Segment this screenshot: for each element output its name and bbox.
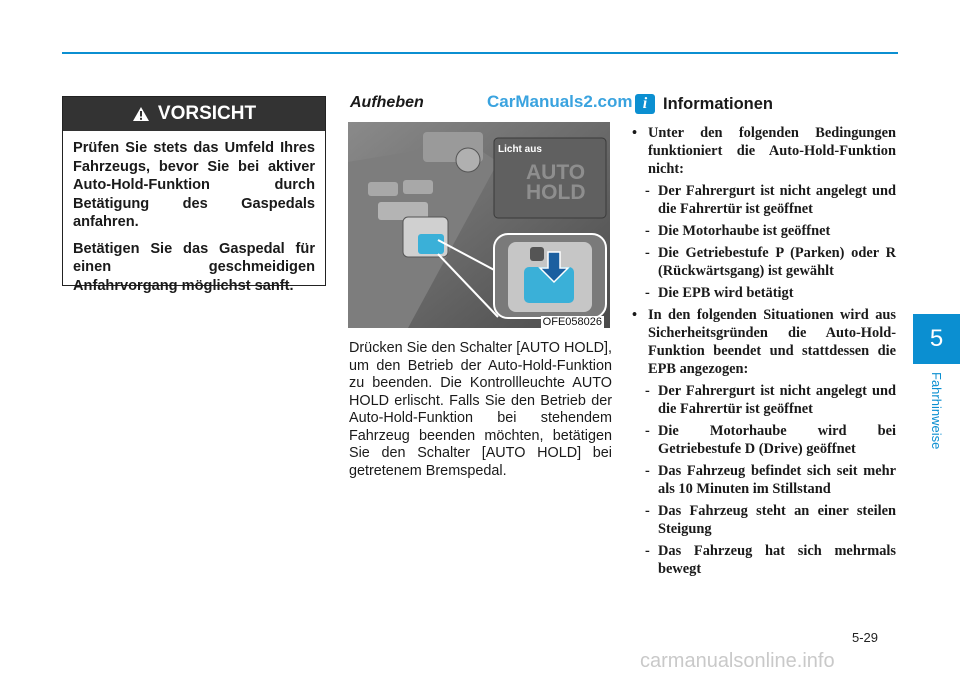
sub-text: Das Fahrzeug steht an einer steilen Steigung xyxy=(658,503,896,537)
chapter-label: Fahrhinweise xyxy=(929,372,944,450)
info-sub-item xyxy=(645,182,896,218)
warning-triangle-icon xyxy=(132,106,150,122)
sub-mark: - xyxy=(645,463,650,479)
watermark-bottom: carmanualsonline.info xyxy=(640,650,835,672)
sub-text: Das Fahrzeug befindet sich seit mehr als 10 Minuten im Stillstand xyxy=(658,463,896,497)
callout-light-label: Licht aus xyxy=(498,144,542,155)
info-list xyxy=(632,124,896,582)
sub-text: Die Getriebestufe P (Parken) oder R (Rückwärtsgang) ist gewählt xyxy=(658,245,896,279)
info-sub-item xyxy=(645,502,896,538)
image-code: OFE058026 xyxy=(542,316,602,328)
body-text: Drücken Sie den Schalter [AUTO HOLD], um den Betrieb der Auto-Hold-Funktion zu beenden. Die Kontrollleuchte AUTO HOLD erlischt. Falls Sie den Betrieb der Auto-Hold-Funktion bei stehendem Fahrzeug beenden möchten, betätigen Sie den Schalter [AUTO HOLD] bei getretenem Bremspedal. xyxy=(349,340,612,479)
sub-text: Die Motorhaube wird bei Getriebestufe D (Drive) geöffnet xyxy=(658,423,896,457)
callout-auto-text: AUTO xyxy=(526,161,586,184)
sub-mark: - xyxy=(645,223,650,239)
caution-header xyxy=(63,97,325,131)
bullet-text: In den folgenden Situationen wird aus Sicherheitsgründen die Auto-Hold-Funktion beendet und stattdessen die EPB angezogen: xyxy=(648,307,896,377)
info-sub-item xyxy=(645,462,896,498)
info-sub-item xyxy=(645,382,896,418)
caution-paragraph: Betätigen Sie das Gaspedal für einen geschmeidigen Anfahrvorgang möglichst sanft. xyxy=(73,240,315,294)
info-bullet xyxy=(632,124,896,178)
info-sub-item xyxy=(645,222,896,240)
auto-hold-switch-photo xyxy=(348,122,610,328)
page-number: 5-29 xyxy=(852,630,879,645)
sub-mark: - xyxy=(645,245,650,261)
caution-body xyxy=(63,131,325,295)
sub-text: Die EPB wird betätigt xyxy=(658,285,794,301)
info-title: Informationen xyxy=(663,94,773,113)
info-sub-item xyxy=(645,284,896,302)
console-illustration xyxy=(348,122,610,328)
sub-mark: - xyxy=(645,183,650,199)
caution-box xyxy=(62,96,326,294)
sub-mark: - xyxy=(645,285,650,301)
sub-text: Die Motorhaube ist geöffnet xyxy=(658,223,831,239)
sub-text: Der Fahrergurt ist nicht angelegt und die Fahrertür ist geöffnet xyxy=(658,383,896,417)
callout-hold-text: HOLD xyxy=(526,181,586,204)
info-sub-item xyxy=(645,542,896,578)
bullet-text: Unter den folgenden Bedingungen funktioniert die Auto-Hold-Funktion nicht: xyxy=(648,125,896,177)
sub-mark: - xyxy=(645,423,650,439)
info-icon: i xyxy=(635,94,655,114)
info-bullet xyxy=(632,306,896,378)
bullet-mark: • xyxy=(632,307,638,323)
sub-mark: - xyxy=(645,503,650,519)
watermark-top: CarManuals2.com xyxy=(487,92,633,111)
chapter-tab[interactable]: 5 xyxy=(913,314,960,364)
sub-text: Das Fahrzeug hat sich mehrmals bewegt xyxy=(658,543,896,577)
top-rule xyxy=(62,52,898,54)
caution-paragraph: Prüfen Sie stets das Umfeld Ihres Fahrzeugs, bevor Sie bei aktiver Auto-Hold-Funktion durch Betätigung des Gaspedals anfahren. xyxy=(73,140,315,230)
bullet-mark: • xyxy=(632,125,638,141)
info-sub-item xyxy=(645,422,896,458)
sub-mark: - xyxy=(645,543,650,559)
sub-text: Der Fahrergurt ist nicht angelegt und die Fahrertür ist geöffnet xyxy=(658,183,896,217)
sub-mark: - xyxy=(645,383,650,399)
caution-title: VORSICHT xyxy=(157,103,257,124)
info-header xyxy=(635,94,773,114)
section-heading: Aufheben xyxy=(350,94,424,111)
info-sub-item xyxy=(645,244,896,280)
